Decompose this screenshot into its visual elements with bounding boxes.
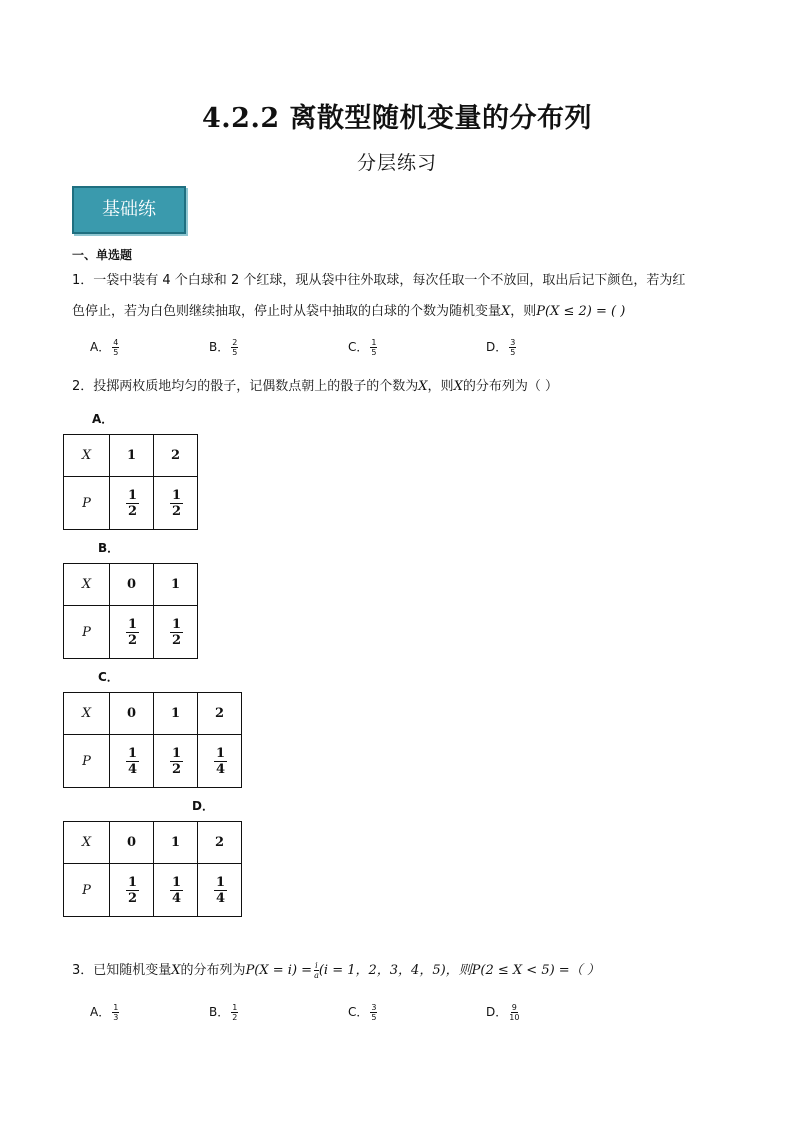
question-1 <box>72 265 724 327</box>
fraction-numerator: 4 <box>113 338 119 347</box>
table-cell-value: 0 <box>110 822 154 864</box>
fraction-numerator: 2 <box>232 338 238 347</box>
fraction-denominator: 2 <box>127 503 138 519</box>
q2-option-a-table[interactable] <box>63 434 198 530</box>
question-2-text-b: ，则 <box>427 379 454 394</box>
q3-option-b[interactable] <box>209 1003 238 1022</box>
question-1-variable: X <box>501 304 511 319</box>
table-cell-prob <box>154 864 198 917</box>
table-cell-value: 1 <box>110 435 154 477</box>
fraction-denominator: 2 <box>232 1013 238 1022</box>
question-3-text-b: 的分布列为 <box>180 963 246 978</box>
fraction-numerator: 1 <box>171 487 182 503</box>
fraction-numerator: 1 <box>127 616 138 632</box>
option-fraction <box>231 338 238 357</box>
fraction-numerator: i <box>315 961 318 970</box>
table-cell-value: 1 <box>154 693 198 735</box>
section-heading: 一、单选题 <box>72 248 133 262</box>
fraction-numerator: 1 <box>232 1003 238 1012</box>
option-label: A． <box>90 340 111 354</box>
q2-option-d-table[interactable] <box>63 821 242 917</box>
table-cell-prob <box>154 477 198 530</box>
fraction-denominator: 10 <box>509 1013 520 1022</box>
table-cell-value: 0 <box>110 564 154 606</box>
fraction-denominator: 5 <box>113 348 119 357</box>
question-3-expr1: P(X = i) = <box>245 963 313 978</box>
q2-option-b-label[interactable]: B． <box>98 541 120 555</box>
q3-option-c[interactable] <box>348 1003 377 1022</box>
fraction-denominator: 4 <box>171 890 182 906</box>
option-label: C． <box>348 1005 369 1019</box>
fraction-denominator: 4 <box>127 761 138 777</box>
q2-option-d-label[interactable]: D． <box>192 799 214 813</box>
table-cell-prob <box>154 735 198 788</box>
option-fraction <box>370 338 377 357</box>
fraction-numerator: 1 <box>127 745 138 761</box>
table-cell-prob <box>110 606 154 659</box>
q2-option-b-table[interactable] <box>63 563 198 659</box>
option-fraction <box>509 1003 519 1022</box>
option-fraction <box>370 1003 377 1022</box>
question-2-text-a: 2．投掷两枚质地均匀的骰子，记偶数点朝上的骰子的个数为 <box>72 379 419 394</box>
fraction-numerator: 1 <box>215 874 226 890</box>
table-cell-value: 1 <box>154 822 198 864</box>
option-label: D． <box>486 1005 508 1019</box>
question-2 <box>72 371 724 402</box>
q2-option-c-table[interactable] <box>63 692 242 788</box>
table-cell-value: 1 <box>154 564 198 606</box>
fraction-denominator: 5 <box>232 348 238 357</box>
table-cell-prob <box>110 477 154 530</box>
question-2-variable: X <box>418 379 428 394</box>
fraction-denominator: 2 <box>171 761 182 777</box>
question-3-expr2: (i = 1，2，3，4，5)，则 <box>318 963 472 978</box>
row-header-x: X <box>64 435 110 477</box>
fraction-numerator: 1 <box>127 487 138 503</box>
fraction-numerator: 1 <box>215 745 226 761</box>
row-header-p: P <box>64 864 110 917</box>
page-subtitle: 分层练习 <box>356 152 437 174</box>
row-header-x: X <box>64 693 110 735</box>
option-label: B． <box>209 1005 230 1019</box>
question-3-text-a: 3．已知随机变量 <box>72 963 172 978</box>
fraction-denominator: 2 <box>171 503 182 519</box>
option-label: A． <box>90 1005 111 1019</box>
q3-option-d[interactable] <box>486 1003 519 1022</box>
q1-option-d[interactable] <box>486 338 516 357</box>
row-header-p: P <box>64 606 110 659</box>
q1-option-a[interactable] <box>90 338 119 357</box>
fraction-numerator: 3 <box>510 338 516 347</box>
row-header-p: P <box>64 735 110 788</box>
fraction-numerator: 1 <box>113 1003 119 1012</box>
fraction-denominator: 2 <box>127 890 138 906</box>
option-label: D． <box>486 340 508 354</box>
fraction-numerator: 3 <box>371 1003 377 1012</box>
fraction-numerator: 1 <box>371 338 377 347</box>
fraction-numerator: 1 <box>171 745 182 761</box>
question-3-variable: X <box>171 963 181 978</box>
question-1-expression: P(X ≤ 2) = ( ) <box>536 304 626 319</box>
fraction-denominator: 3 <box>113 1013 119 1022</box>
table-cell-prob <box>198 864 242 917</box>
table-cell-prob <box>110 864 154 917</box>
fraction-denominator: 4 <box>215 890 226 906</box>
table-cell-value: 2 <box>198 822 242 864</box>
fraction-denominator: 5 <box>510 348 516 357</box>
q2-option-a-label[interactable]: A． <box>92 412 114 426</box>
question-3 <box>72 955 724 986</box>
question-2-text-c: 的分布列为（ ） <box>462 379 558 394</box>
question-3-expr3: P(2 ≤ X < 5) =（ ） <box>471 963 600 978</box>
table-cell-prob <box>198 735 242 788</box>
table-cell-value: 2 <box>154 435 198 477</box>
option-fraction <box>112 1003 119 1022</box>
q1-option-c[interactable] <box>348 338 377 357</box>
option-label: B． <box>209 340 230 354</box>
fraction-denominator: 2 <box>171 632 182 648</box>
option-fraction <box>509 338 516 357</box>
level-badge: 基础练 <box>72 186 186 234</box>
fraction-denominator: 5 <box>371 348 377 357</box>
table-cell-value: 0 <box>110 693 154 735</box>
row-header-p: P <box>64 477 110 530</box>
option-fraction <box>231 1003 238 1022</box>
question-1-line2-then: ，则 <box>510 304 537 319</box>
fraction-denominator: 5 <box>371 1013 377 1022</box>
fraction-numerator: 1 <box>127 874 138 890</box>
table-cell-prob <box>154 606 198 659</box>
table-cell-prob <box>110 735 154 788</box>
row-header-x: X <box>64 822 110 864</box>
fraction-numerator: 1 <box>171 874 182 890</box>
q3-option-a[interactable] <box>90 1003 119 1022</box>
option-label: C． <box>348 340 369 354</box>
fraction-denominator: 2 <box>127 632 138 648</box>
q1-option-b[interactable] <box>209 338 238 357</box>
question-2-variable-2: X <box>453 379 463 394</box>
page-title: 4.2.2 离散型随机变量的分布列 <box>201 103 593 134</box>
fraction-numerator: 9 <box>511 1003 517 1012</box>
question-1-line2 <box>72 296 724 327</box>
fraction-denominator: 4 <box>215 761 226 777</box>
question-1-line2-text: 色停止，若为白色则继续抽取，停止时从袋中抽取的白球的个数为随机变量 <box>72 304 502 319</box>
question-1-line1: 1．一袋中装有 4 个白球和 2 个红球，现从袋中往外取球，每次任取一个不放回，取出后记下颜色，若为红 <box>72 273 686 288</box>
fraction-denominator: a <box>314 971 319 980</box>
option-fraction <box>112 338 119 357</box>
row-header-x: X <box>64 564 110 606</box>
fraction-numerator: 1 <box>171 616 182 632</box>
q2-option-c-label[interactable]: C． <box>98 670 119 684</box>
table-cell-value: 2 <box>198 693 242 735</box>
